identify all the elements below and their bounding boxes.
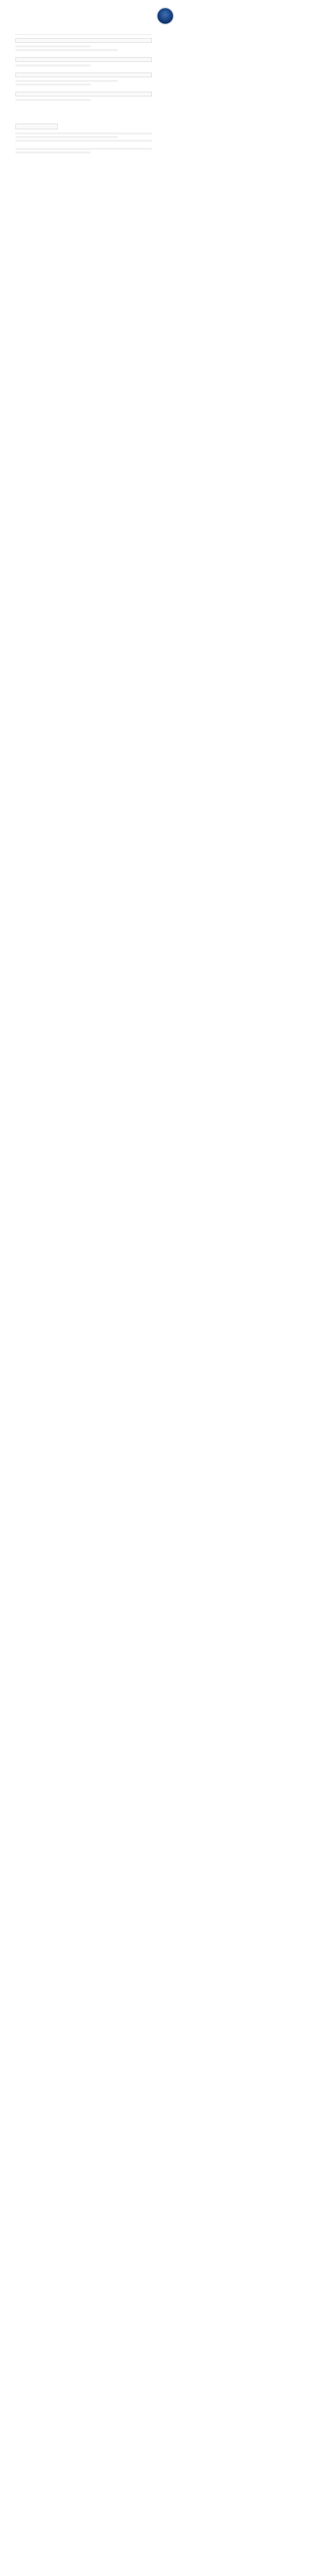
schedule-entry <box>15 38 152 51</box>
detail-entry <box>15 148 152 154</box>
schedule-list <box>15 38 152 101</box>
schedule-entry <box>15 92 152 101</box>
entry-line <box>15 136 118 138</box>
entry-line <box>15 80 118 82</box>
entry-line <box>15 83 91 86</box>
entry-line <box>15 140 152 142</box>
detail-entry <box>15 132 152 142</box>
organization-logo <box>157 7 174 25</box>
entry-line <box>15 148 152 150</box>
entry-line <box>15 99 91 101</box>
entry-header-box <box>15 38 152 43</box>
entry-line <box>15 151 91 154</box>
entry-header-box <box>15 73 152 77</box>
schedule-entry <box>15 73 152 86</box>
schedule-entry <box>15 57 152 66</box>
index-heading <box>15 31 152 35</box>
entry-header-box <box>15 92 152 96</box>
detail-heading <box>15 124 58 129</box>
detail-list <box>15 132 152 154</box>
main-column <box>15 31 152 168</box>
entry-header-box <box>15 57 152 62</box>
entry-line <box>15 132 152 134</box>
entry-line <box>15 64 91 66</box>
entry-line <box>15 45 91 47</box>
notice-bar <box>15 163 152 168</box>
entry-line <box>15 49 118 51</box>
notice-bar <box>15 110 152 115</box>
